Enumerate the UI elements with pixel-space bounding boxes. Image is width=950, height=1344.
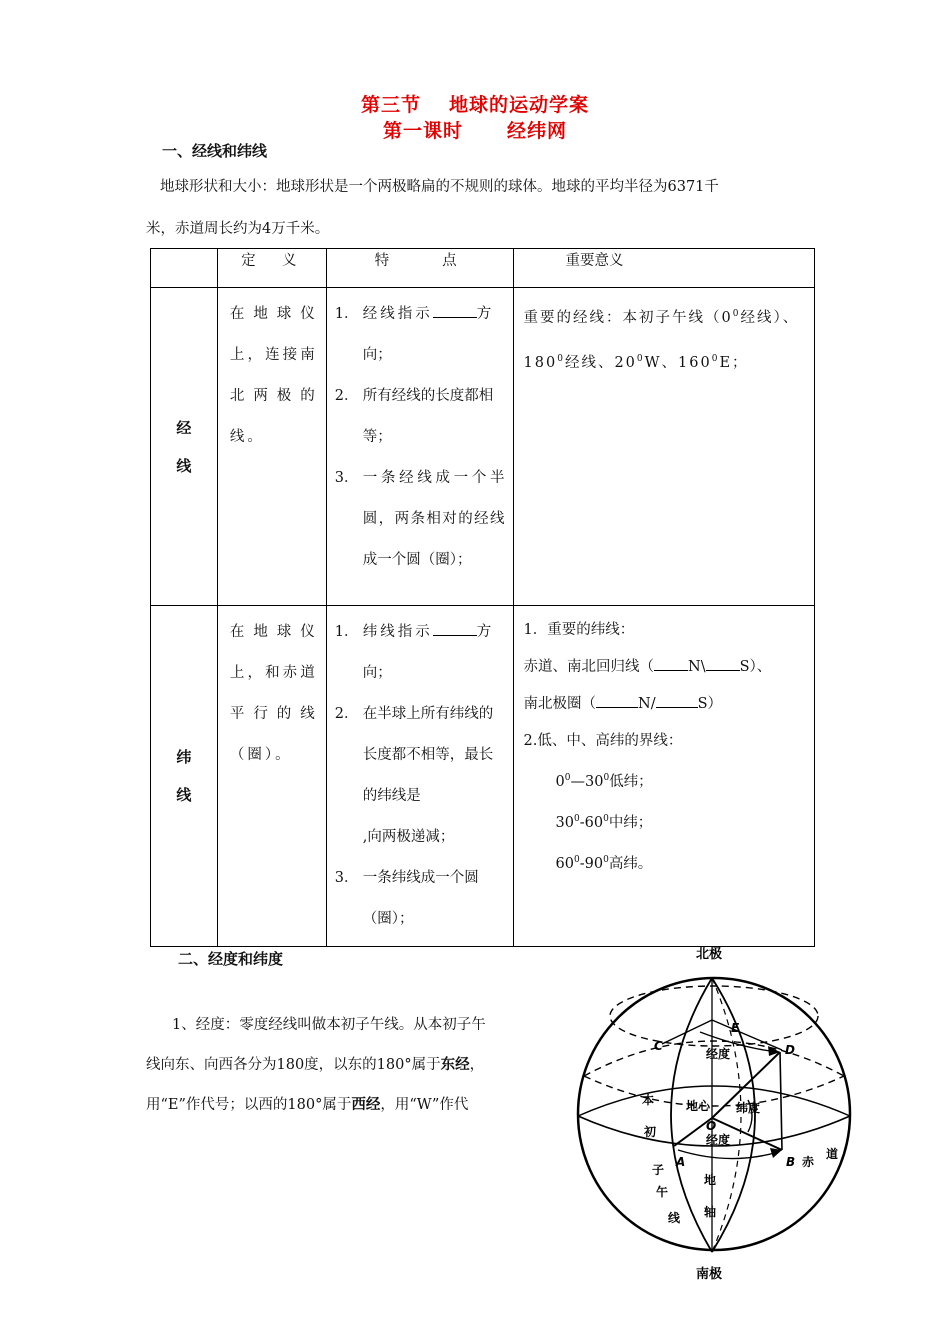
radius-ec (662, 1020, 712, 1044)
table-row-meridian (151, 288, 815, 606)
label-D: D (785, 1043, 795, 1057)
globe-diagram (570, 940, 860, 1284)
parallel-features: 1． 纬线指示 方向； 2． 在半球上所有纬线的长度都不相等，最长的纬线是 ,向两极递减； 3． 一条纬线成一个圆（圈）； (326, 606, 513, 947)
meridian-features: 1． 经线指示 方向； 2． 所有经线的长度都相等； 3． 一条经线成一个半圆，两条相对的经线成一个圆（圈）； (326, 288, 513, 606)
doc-title-line1: 第三节 地球的运动学案 (360, 94, 590, 116)
label-axis-1: 地 (704, 1173, 717, 1187)
longitude-arrow-bottom (678, 1150, 778, 1159)
section2-heading: 二、经度和纬度 (178, 950, 284, 968)
label-equator-2: 道 (826, 1147, 839, 1161)
label-axis-2: 轴 (704, 1205, 717, 1219)
section1-heading: 一、经线和纬线 (162, 142, 268, 160)
header-significance: 重要意义 (513, 249, 814, 288)
header-feature: 特 点 (326, 249, 513, 288)
parallel-label: 纬 线 (151, 606, 218, 947)
label-O: O (706, 1119, 717, 1133)
label-C: C (654, 1039, 663, 1053)
table-header-row (151, 249, 815, 288)
doc-title-line2: 第一课时 经纬网 (382, 120, 568, 142)
label-equator-1: 赤 (802, 1155, 815, 1169)
label-E: E (731, 1021, 740, 1035)
label-earth-center: 地心 (686, 1099, 711, 1113)
parallel-definition: 在地球仪上，和赤道平行的线（圈）。 (217, 606, 326, 947)
label-prime-5: 线 (668, 1211, 681, 1225)
intro-line2: 米，赤道周长约为4万千米。 (146, 221, 330, 237)
header-empty (151, 249, 218, 288)
meridian-significance: 重要的经线：本初子午线（$0^0$经线）、$180^0$经线、$20^0W$、$160^0E$； (513, 288, 814, 606)
section2-line2: 线向东、向西各分为180度，以东的180°属于东经， (146, 1056, 485, 1073)
label-prime-2: 初 (644, 1125, 657, 1139)
meridian-right (712, 978, 755, 1252)
label-longitude-top: 经度 (706, 1047, 731, 1061)
lines-table (150, 248, 815, 947)
intro-line1: 地球形状和大小：地球形状是一个两极略扁的不规则的球体。地球的平均半径为6371千 (160, 179, 719, 195)
line-ob-vertical (780, 1052, 782, 1150)
table-row-parallel (151, 606, 815, 947)
label-south-pole: 南极 (696, 1267, 723, 1282)
label-north-pole: 北极 (696, 947, 723, 962)
label-A: A (676, 1155, 686, 1169)
radius-ed (712, 1020, 782, 1050)
meridian-label: 经 线 (151, 288, 218, 606)
mid-parallel-front (584, 1076, 844, 1106)
label-longitude-bottom: 经度 (706, 1133, 731, 1147)
section2-line3: 用“E”作代号；以西的180°属于西经，用“W”作代 (146, 1096, 469, 1113)
label-prime-4: 午 (656, 1185, 669, 1199)
label-B: B (786, 1155, 796, 1169)
parallel-significance: 1．重要的纬线： 赤道、南北回归线（ N\ S）、 南北极圈（ N/ S） 2.低、中、高纬的界线： $0^0—30^0$低纬； $30^0-60^0$中纬； $60^0-90^0$高纬。 (513, 606, 814, 947)
header-definition: 定 义 (217, 249, 326, 288)
label-prime-1: 本 (642, 1093, 655, 1107)
meridian-definition: 在地球仪上，连接南北两极的线。 (217, 288, 326, 606)
section2-line1: 1、经度：零度经线叫做本初子午线。从本初子午 (172, 1017, 486, 1033)
label-latitude: 纬度 (736, 1101, 761, 1115)
label-prime-3: 子 (652, 1163, 665, 1177)
